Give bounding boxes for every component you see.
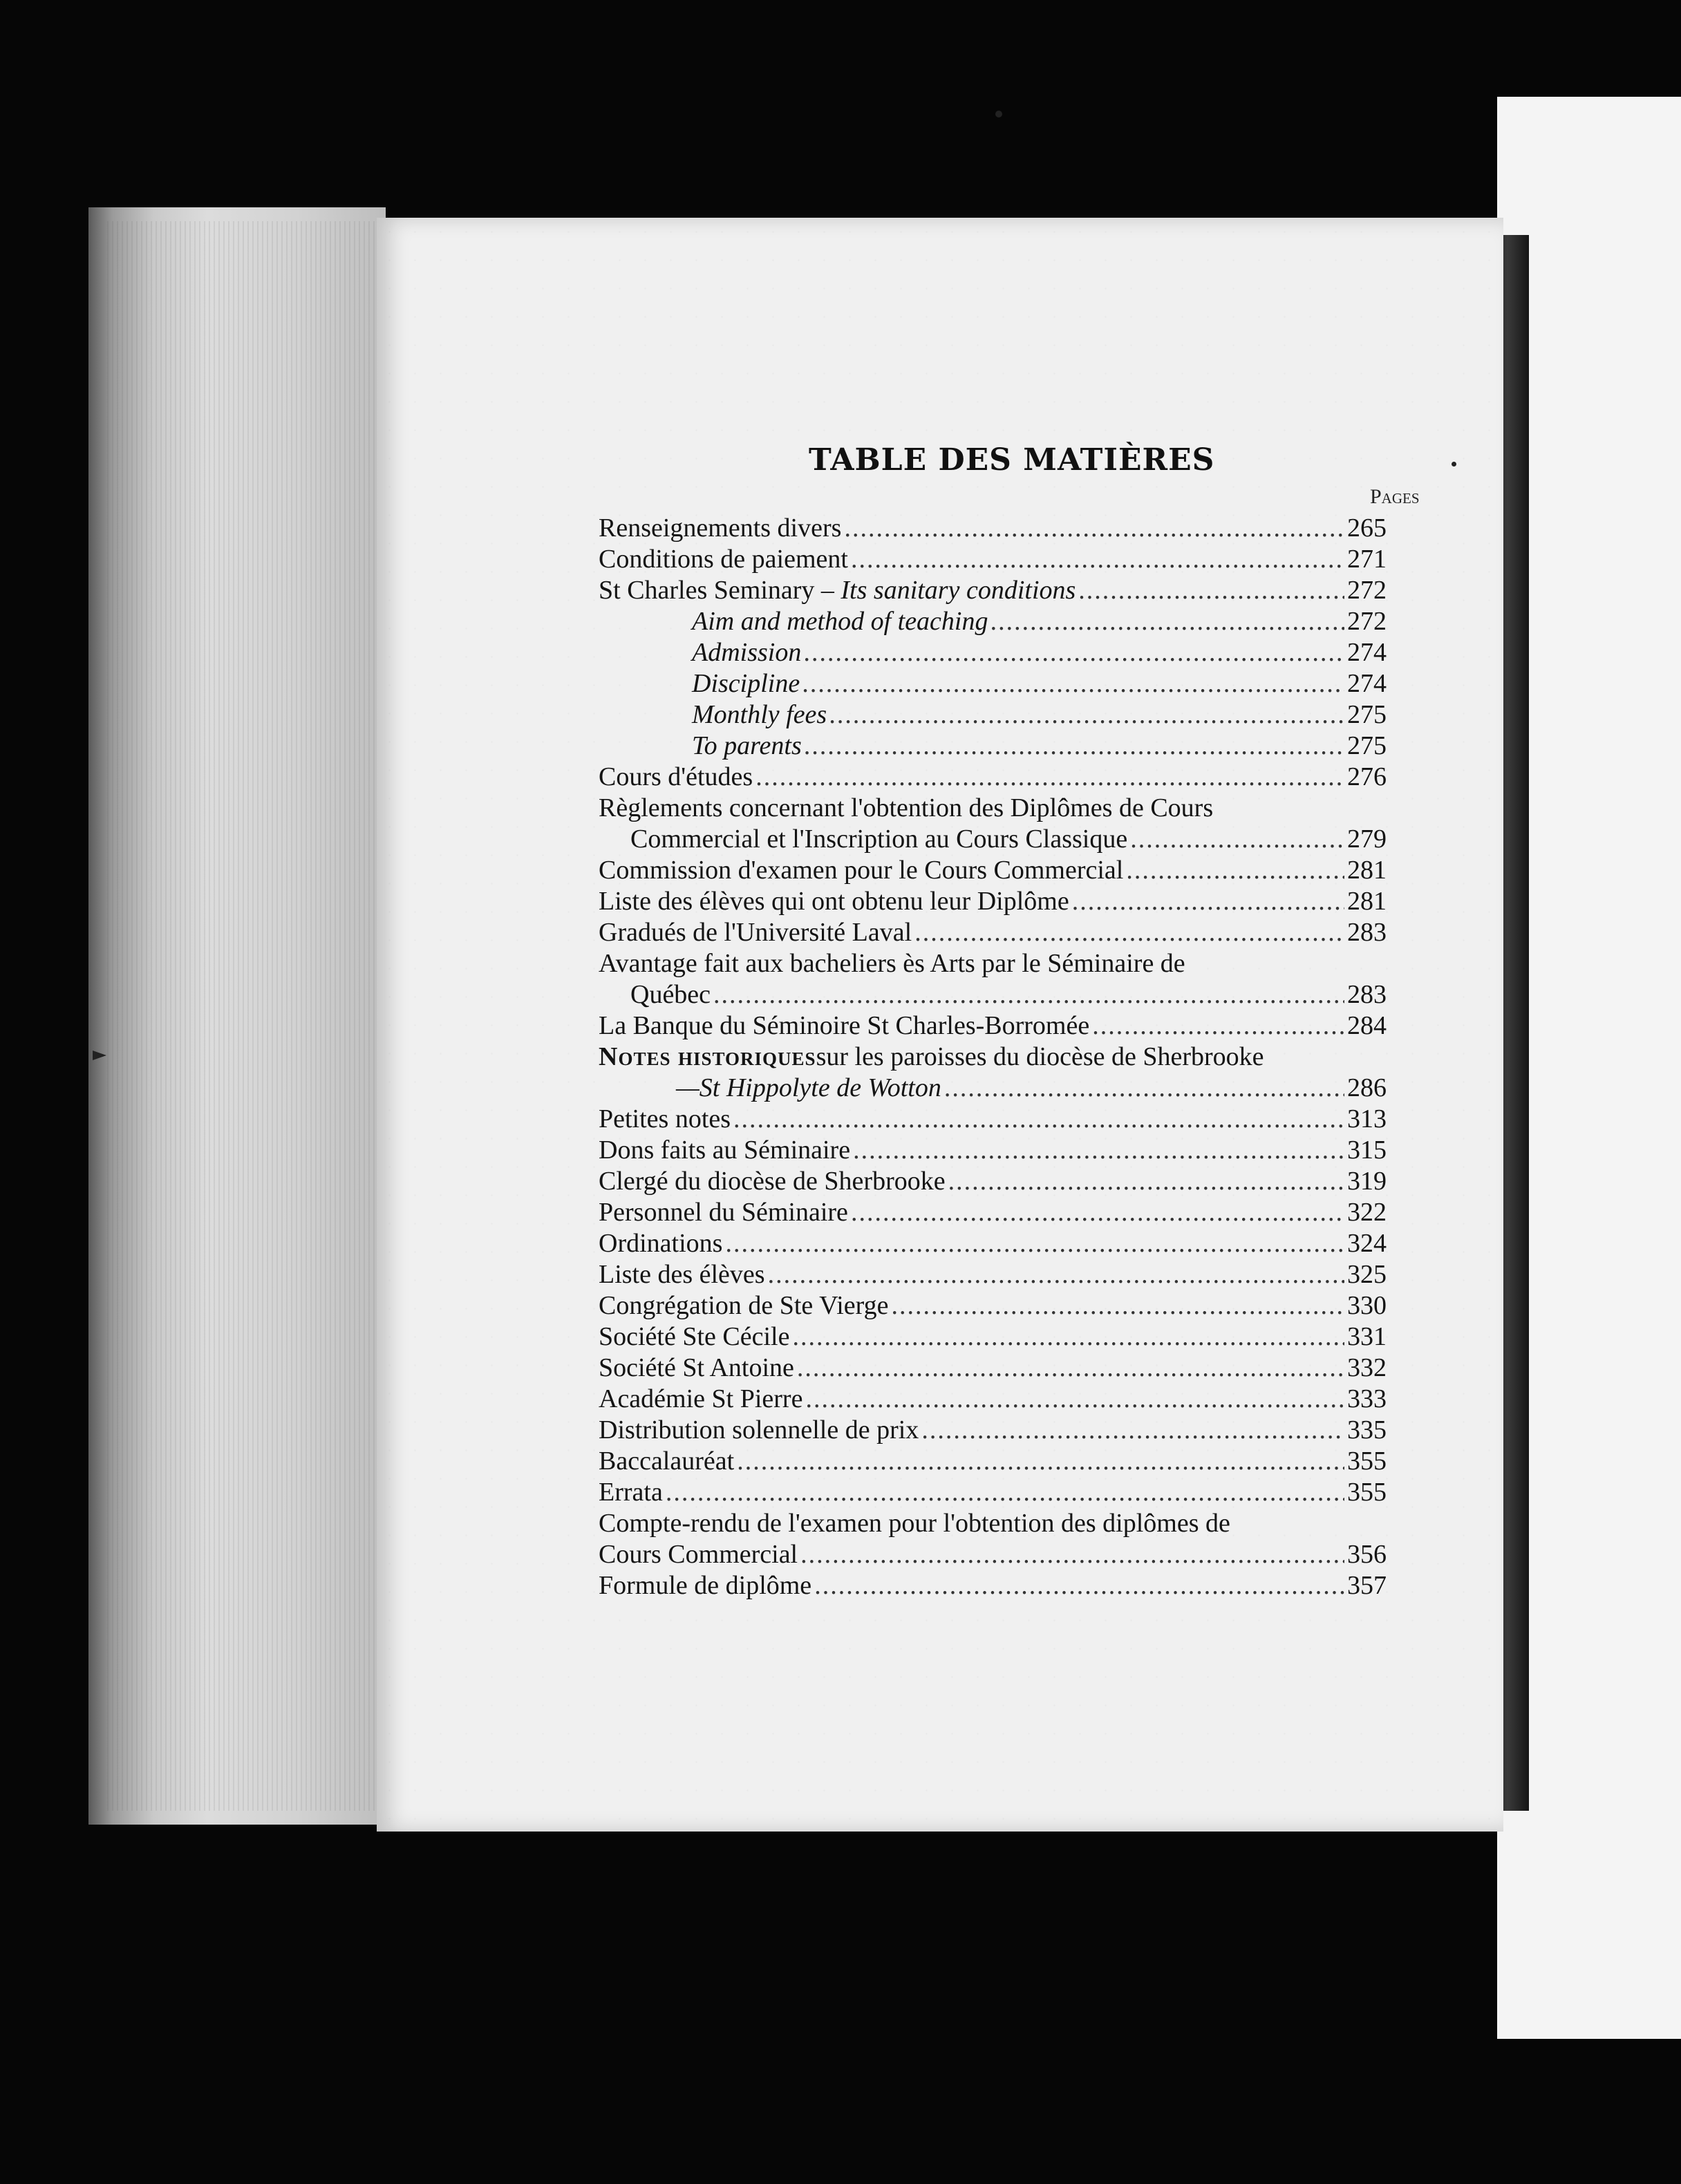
toc-entry bbox=[599, 1384, 1387, 1415]
toc-entry-first-line bbox=[599, 1042, 1387, 1073]
toc-entry-first-line-rest: sur les paroisses du diocèse de Sherbrooke bbox=[816, 1042, 1264, 1071]
dot-leader bbox=[1092, 1010, 1344, 1042]
toc-entry-page: 331 bbox=[1347, 1322, 1387, 1351]
toc-entry-first-line: Règlements concernant l'obtention des Diplômes de Cours bbox=[599, 793, 1214, 822]
toc-entry-label: Dons faits au Séminaire bbox=[599, 1136, 851, 1165]
dot-leader bbox=[1126, 855, 1344, 886]
toc-entry-label: Admission bbox=[692, 638, 802, 667]
toc-entry bbox=[599, 1415, 1387, 1446]
toc-entry-page: 276 bbox=[1347, 762, 1387, 791]
dot-leader bbox=[814, 1570, 1344, 1601]
dot-leader bbox=[800, 1539, 1344, 1570]
dot-leader bbox=[713, 979, 1344, 1010]
toc-entry-page: 271 bbox=[1347, 545, 1387, 574]
toc-entry bbox=[599, 762, 1387, 793]
toc-entry-page: 325 bbox=[1347, 1260, 1387, 1289]
toc-entry-label: Personnel du Séminaire bbox=[599, 1198, 848, 1227]
toc-subentry bbox=[599, 637, 1387, 668]
page-title: TABLE DES MATIÈRES bbox=[809, 442, 1215, 478]
dot-leader bbox=[666, 1477, 1344, 1508]
toc-entry-label: Renseignements divers bbox=[599, 514, 842, 543]
dot-leader bbox=[804, 637, 1344, 668]
toc-entry bbox=[599, 1010, 1387, 1042]
toc-entry-label: Monthly fees bbox=[692, 700, 827, 729]
toc-entry-label bbox=[599, 575, 1076, 606]
toc-entry-label: Société Ste Cécile bbox=[599, 1322, 790, 1351]
toc-entry-label: Ordinations bbox=[599, 1229, 723, 1258]
dot-leader bbox=[851, 1197, 1344, 1228]
toc-entry-label: Québec bbox=[630, 980, 711, 1009]
toc-entry bbox=[599, 1259, 1387, 1290]
toc-entry bbox=[599, 1570, 1387, 1601]
toc-entry bbox=[599, 979, 1387, 1010]
pages-column-label: Pages bbox=[1370, 485, 1420, 508]
toc-entry-page: 274 bbox=[1347, 669, 1387, 698]
dot-leader bbox=[802, 668, 1344, 699]
toc-entry-label: Congrégation de Ste Vierge bbox=[599, 1291, 889, 1320]
dot-leader bbox=[948, 1166, 1344, 1197]
dot-leader bbox=[737, 1446, 1344, 1477]
toc-entry bbox=[599, 886, 1387, 917]
dot-leader bbox=[944, 1073, 1344, 1104]
toc-entry-page: 357 bbox=[1347, 1571, 1387, 1600]
toc-entry bbox=[599, 1446, 1387, 1477]
toc-entry-label: —St Hippolyte de Wotton bbox=[676, 1073, 941, 1102]
toc-entry bbox=[599, 824, 1387, 855]
dot-leader bbox=[1072, 886, 1344, 917]
dot-leader bbox=[990, 606, 1344, 637]
toc-entry-label: Distribution solennelle de prix bbox=[599, 1415, 919, 1444]
toc-entry bbox=[599, 917, 1387, 948]
toc-entry bbox=[599, 1353, 1387, 1384]
toc-entry-label: La Banque du Séminoire St Charles-Borromée bbox=[599, 1011, 1090, 1040]
toc-entry-page: 313 bbox=[1347, 1104, 1387, 1133]
toc-entry-page: 355 bbox=[1347, 1478, 1387, 1507]
dot-leader bbox=[914, 917, 1344, 948]
toc-entry-label: Commission d'examen pour le Cours Commercial bbox=[599, 856, 1124, 885]
dot-leader bbox=[733, 1104, 1344, 1135]
toc-entry-page: 279 bbox=[1347, 825, 1387, 854]
dot-leader bbox=[725, 1228, 1344, 1259]
toc-entry-page: 355 bbox=[1347, 1447, 1387, 1476]
toc-entry bbox=[599, 1290, 1387, 1321]
dot-leader bbox=[755, 762, 1344, 793]
dot-leader bbox=[1078, 575, 1344, 606]
toc-entry-label: Commercial et l'Inscription au Cours Classique bbox=[630, 825, 1128, 854]
dot-leader bbox=[768, 1259, 1344, 1290]
toc-entry-label: Aim and method of teaching bbox=[692, 607, 988, 636]
toc-entry-page: 324 bbox=[1347, 1229, 1387, 1258]
dot-leader bbox=[892, 1290, 1344, 1321]
toc-entry-page: 281 bbox=[1347, 856, 1387, 885]
toc-entry-label-italic: Its sanitary conditions bbox=[840, 576, 1076, 605]
toc-entry bbox=[599, 1104, 1387, 1135]
toc-entry-page: 275 bbox=[1347, 700, 1387, 729]
toc-subentry bbox=[599, 668, 1387, 699]
toc-entry-label: Liste des élèves bbox=[599, 1260, 765, 1289]
dot-leader bbox=[921, 1415, 1344, 1446]
toc-entry bbox=[599, 1135, 1387, 1166]
toc-entry-page: 283 bbox=[1347, 918, 1387, 947]
toc-entry-label: Cours d'études bbox=[599, 762, 753, 791]
toc-entry-page: 322 bbox=[1347, 1198, 1387, 1227]
dot-leader bbox=[1130, 824, 1344, 855]
toc-entry-label-main: St Charles Seminary – bbox=[599, 576, 841, 605]
dot-leader bbox=[851, 544, 1344, 575]
toc-entry bbox=[599, 513, 1387, 544]
toc-subentry bbox=[599, 699, 1387, 731]
toc-entry-page: 286 bbox=[1347, 1073, 1387, 1102]
toc-entry-label: Clergé du diocèse de Sherbrooke bbox=[599, 1167, 946, 1196]
toc-entry-label: Petites notes bbox=[599, 1104, 731, 1133]
toc-entry bbox=[599, 1321, 1387, 1353]
toc-entry-page: 332 bbox=[1347, 1353, 1387, 1382]
table-of-contents bbox=[599, 513, 1387, 1601]
toc-entry-label: Société St Antoine bbox=[599, 1353, 794, 1382]
toc-entry bbox=[599, 1073, 1387, 1104]
toc-entry-page: 284 bbox=[1347, 1011, 1387, 1040]
toc-entry-page: 319 bbox=[1347, 1167, 1387, 1196]
toc-subentry bbox=[599, 606, 1387, 637]
page-edge-texture bbox=[104, 221, 380, 1811]
toc-entry-label: Liste des élèves qui ont obtenu leur Diplôme bbox=[599, 887, 1069, 916]
toc-entry-first-line: Compte-rendu de l'examen pour l'obtention des diplômes de bbox=[599, 1509, 1230, 1538]
toc-entry-page: 333 bbox=[1347, 1384, 1387, 1413]
toc-entry-page: 274 bbox=[1347, 638, 1387, 667]
toc-entry bbox=[599, 1166, 1387, 1197]
toc-entry-page: 335 bbox=[1347, 1415, 1387, 1444]
toc-entry-label: Académie St Pierre bbox=[599, 1384, 803, 1413]
toc-entry-label: To parents bbox=[692, 731, 802, 760]
toc-entry-page: 265 bbox=[1347, 514, 1387, 543]
dot-leader bbox=[805, 1384, 1344, 1415]
toc-entry-label: Conditions de paiement bbox=[599, 545, 848, 574]
scan-speck bbox=[995, 111, 1002, 117]
toc-entry bbox=[599, 1228, 1387, 1259]
toc-entry bbox=[599, 1197, 1387, 1228]
dot-leader bbox=[844, 513, 1344, 544]
toc-entry-page: 281 bbox=[1347, 887, 1387, 916]
toc-entry bbox=[599, 1477, 1387, 1508]
toc-entry-page: 283 bbox=[1347, 980, 1387, 1009]
toc-entry-label: Baccalauréat bbox=[599, 1447, 735, 1476]
toc-entry-label: Formule de diplôme bbox=[599, 1571, 812, 1600]
toc-entry-page: 330 bbox=[1347, 1291, 1387, 1320]
dot-leader bbox=[797, 1353, 1344, 1384]
toc-entry-page: 275 bbox=[1347, 731, 1387, 760]
toc-entry-page: 272 bbox=[1347, 576, 1387, 605]
toc-entry-page: 272 bbox=[1347, 607, 1387, 636]
toc-entry-label: Gradués de l'Université Laval bbox=[599, 918, 912, 947]
dot-leader bbox=[829, 699, 1344, 731]
toc-entry-page: 315 bbox=[1347, 1136, 1387, 1165]
toc-entry bbox=[599, 855, 1387, 886]
toc-entry bbox=[599, 544, 1387, 575]
toc-entry bbox=[599, 1539, 1387, 1570]
dot-leader bbox=[792, 1321, 1344, 1353]
toc-entry-first-line: Avantage fait aux bacheliers ès Arts par le Séminaire de bbox=[599, 949, 1185, 978]
toc-subentry bbox=[599, 731, 1387, 762]
toc-entry-page: 356 bbox=[1347, 1540, 1387, 1569]
toc-entry-smallcaps: Notes historiques bbox=[599, 1042, 816, 1071]
toc-entry bbox=[599, 575, 1387, 606]
dot-leader bbox=[805, 731, 1344, 762]
scan-speck bbox=[1452, 462, 1456, 467]
dot-leader bbox=[853, 1135, 1344, 1166]
toc-entry-label: Cours Commercial bbox=[599, 1540, 798, 1569]
toc-entry-label: Errata bbox=[599, 1478, 663, 1507]
toc-entry-label: Discipline bbox=[692, 669, 800, 698]
